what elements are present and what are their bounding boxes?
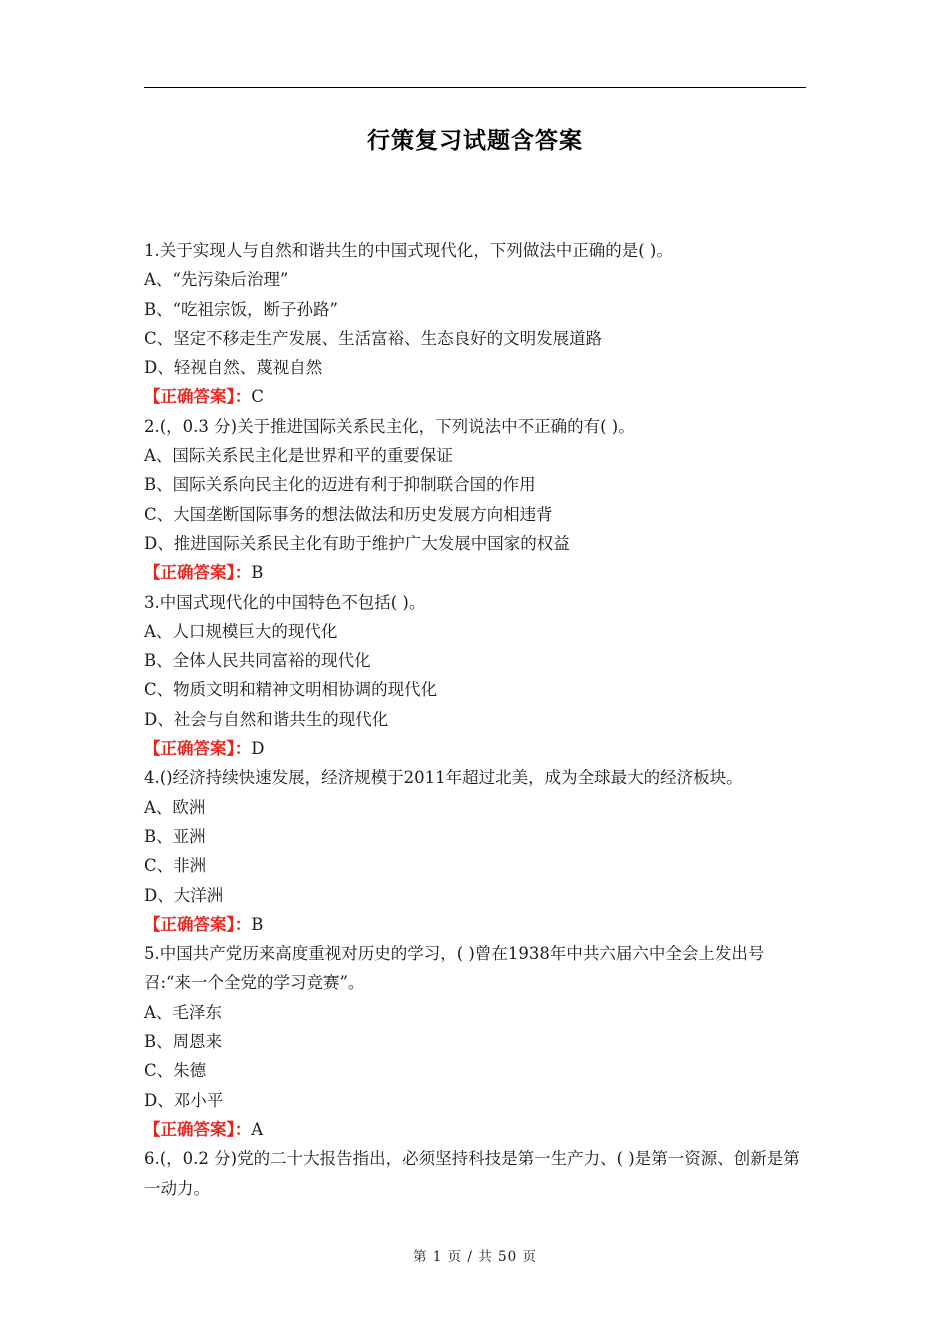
option-c: C、朱德 bbox=[144, 1061, 207, 1081]
option-c: C、非洲 bbox=[144, 856, 207, 876]
correct-answer bbox=[144, 910, 808, 939]
correct-answer bbox=[144, 1115, 808, 1144]
answer-label: 【正确答案】： bbox=[144, 387, 252, 407]
question-stem: 5.中国共产党历来高度重视对历史的学习，( )曾在1938年中共六届六中全会上发出号召:“来一个全党的学习竞赛”。 bbox=[144, 944, 765, 993]
option-d: D、大洋洲 bbox=[144, 885, 224, 905]
correct-answer bbox=[144, 382, 808, 411]
page-footer: 第 1 页 / 共 50 页 bbox=[412, 1249, 538, 1265]
answer-label: 【正确答案】： bbox=[144, 914, 252, 934]
option-b: B、周恩来 bbox=[144, 1032, 223, 1052]
option-a: A、毛泽东 bbox=[144, 1002, 222, 1022]
correct-answer bbox=[144, 734, 808, 763]
option-b: B、全体人民共同富裕的现代化 bbox=[144, 651, 371, 671]
question-2 bbox=[144, 412, 808, 588]
option-a: A、“先污染后治理” bbox=[144, 270, 289, 290]
header-rule bbox=[144, 87, 806, 88]
question-3 bbox=[144, 588, 808, 764]
correct-answer bbox=[144, 558, 808, 587]
option-c: C、物质文明和精神文明相协调的现代化 bbox=[144, 680, 438, 700]
option-d: D、推进国际关系民主化有助于维护广大发展中国家的权益 bbox=[144, 533, 570, 553]
option-d: D、轻视自然、蔑视自然 bbox=[144, 358, 323, 378]
question-stem: 2.(，0.3 分)关于推进国际关系民主化，下列说法中不正确的有( )。 bbox=[144, 416, 635, 436]
option-b: B、“吃祖宗饭，断子孙路” bbox=[144, 299, 338, 319]
question-list bbox=[144, 236, 808, 1203]
question-stem: 6.(，0.2 分)党的二十大报告指出，必须坚持科技是第一生产力、( )是第一资源、创新是第一动力。 bbox=[144, 1149, 800, 1198]
option-c: C、大国垄断国际事务的想法做法和历史发展方向相违背 bbox=[144, 504, 553, 524]
answer-label: 【正确答案】： bbox=[144, 1119, 252, 1139]
answer-value: C bbox=[251, 387, 264, 407]
question-stem: 3.中国式现代化的中国特色不包括( )。 bbox=[144, 592, 426, 612]
answer-label: 【正确答案】： bbox=[144, 739, 252, 759]
question-5 bbox=[144, 939, 808, 1144]
answer-value: B bbox=[251, 563, 264, 583]
answer-label: 【正确答案】： bbox=[144, 563, 252, 583]
option-b: B、亚洲 bbox=[144, 826, 206, 846]
option-d: D、社会与自然和谐共生的现代化 bbox=[144, 709, 389, 729]
answer-value: D bbox=[251, 739, 265, 759]
document-title: 行策复习试题含答案 bbox=[367, 128, 583, 154]
question-stem: 4.()经济持续快速发展，经济规模于2011年超过北美，成为全球最大的经济板块。 bbox=[144, 768, 743, 788]
option-a: A、欧洲 bbox=[144, 797, 206, 817]
question-stem: 1.关于实现人与自然和谐共生的中国式现代化，下列做法中正确的是( )。 bbox=[144, 241, 673, 260]
option-b: B、国际关系向民主化的迈进有利于抑制联合国的作用 bbox=[144, 475, 536, 495]
answer-value: A bbox=[251, 1119, 264, 1139]
question-6 bbox=[144, 1144, 808, 1203]
answer-value: B bbox=[251, 914, 264, 934]
question-1 bbox=[144, 236, 808, 412]
option-a: A、人口规模巨大的现代化 bbox=[144, 621, 338, 641]
question-4 bbox=[144, 763, 808, 939]
option-d: D、邓小平 bbox=[144, 1090, 224, 1110]
option-a: A、国际关系民主化是世界和平的重要保证 bbox=[144, 446, 453, 466]
option-c: C、坚定不移走生产发展、生活富裕、生态良好的文明发展道路 bbox=[144, 328, 603, 348]
